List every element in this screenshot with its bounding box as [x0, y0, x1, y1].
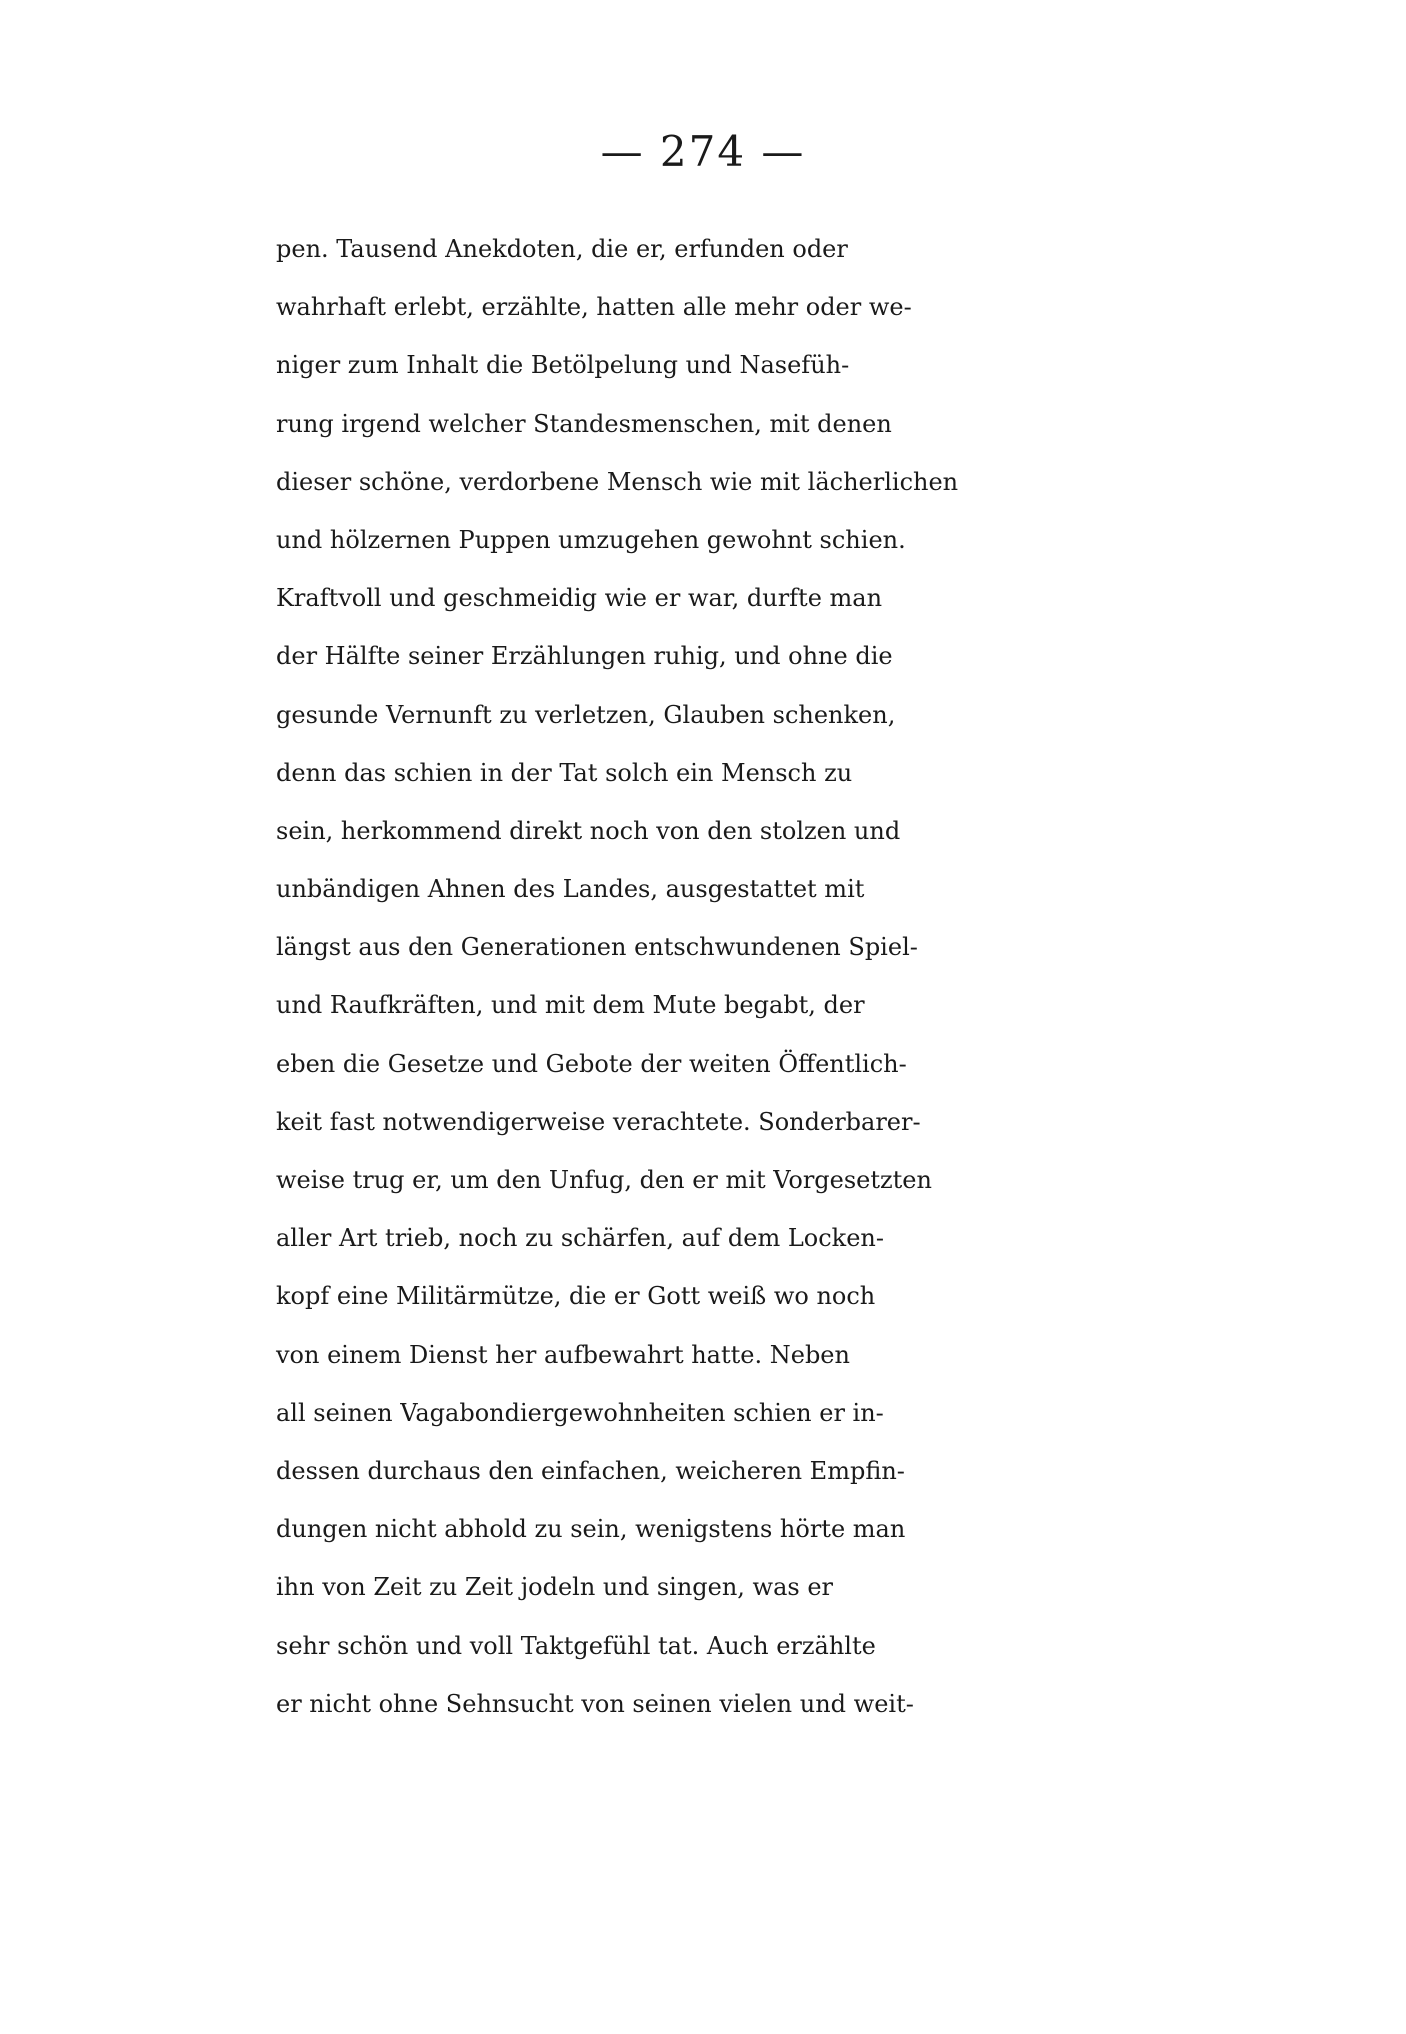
text-line: und Raufkräften, und mit dem Mute begabt, der: [276, 991, 865, 1020]
text-line: Kraftvoll und geschmeidig wie er war, durfte man: [276, 584, 883, 613]
text-line: von einem Dienst her aufbewahrt hatte. Neben: [276, 1340, 850, 1369]
text-line: eben die Gesetze und Gebote der weiten Öffentlich-: [276, 1049, 907, 1078]
text-line: rung irgend welcher Standesmenschen, mit denen: [276, 409, 892, 438]
text-line: keit fast notwendigerweise verachtete. Sonderbarer-: [276, 1107, 921, 1136]
text-line: dungen nicht abhold zu sein, wenigstens hörte man: [276, 1515, 906, 1544]
page-number: — 274 —: [600, 127, 806, 176]
text-line: dessen durchaus den einfachen, weicheren Empfin-: [276, 1456, 905, 1485]
text-line: pen. Tausend Anekdoten, die er, erfunden oder: [276, 235, 848, 263]
text-line: all seinen Vagabondiergewohnheiten schien er in-: [276, 1398, 884, 1427]
body-text: [276, 220, 1222, 1733]
text-line: sein, herkommend direkt noch von den stolzen und: [276, 816, 901, 845]
text-line: kopf eine Militärmütze, die er Gott weiß wo noch: [276, 1282, 876, 1311]
text-line: längst aus den Generationen entschwundenen Spiel-: [276, 933, 918, 962]
text-line: und hölzernen Puppen umzugehen gewohnt schien.: [276, 525, 906, 554]
text-line: wahrhaft erlebt, erzählte, hatten alle mehr oder we-: [276, 293, 912, 322]
text-line: aller Art trieb, noch zu schärfen, auf dem Locken-: [276, 1224, 884, 1253]
text-line: weise trug er, um den Unfug, den er mit Vorgesetzten: [276, 1166, 932, 1194]
text-line: unbändigen Ahnen des Landes, ausgestattet mit: [276, 875, 865, 904]
text-line: er nicht ohne Sehnsucht von seinen vielen und weit-: [276, 1689, 914, 1718]
text-line: dieser schöne, verdorbene Mensch wie mit lächerlichen: [276, 467, 959, 496]
text-line: denn das schien in der Tat solch ein Mensch zu: [276, 758, 853, 787]
text-line: der Hälfte seiner Erzählungen ruhig, und ohne die: [276, 642, 893, 671]
text-line: sehr schön und voll Taktgefühl tat. Auch erzählte: [276, 1631, 876, 1660]
text-line: gesunde Vernunft zu verletzen, Glauben schenken,: [276, 700, 896, 729]
text-line: niger zum Inhalt die Betölpelung und Nasefüh-: [276, 351, 850, 380]
text-line: ihn von Zeit zu Zeit jodeln und singen, was er: [276, 1573, 834, 1602]
